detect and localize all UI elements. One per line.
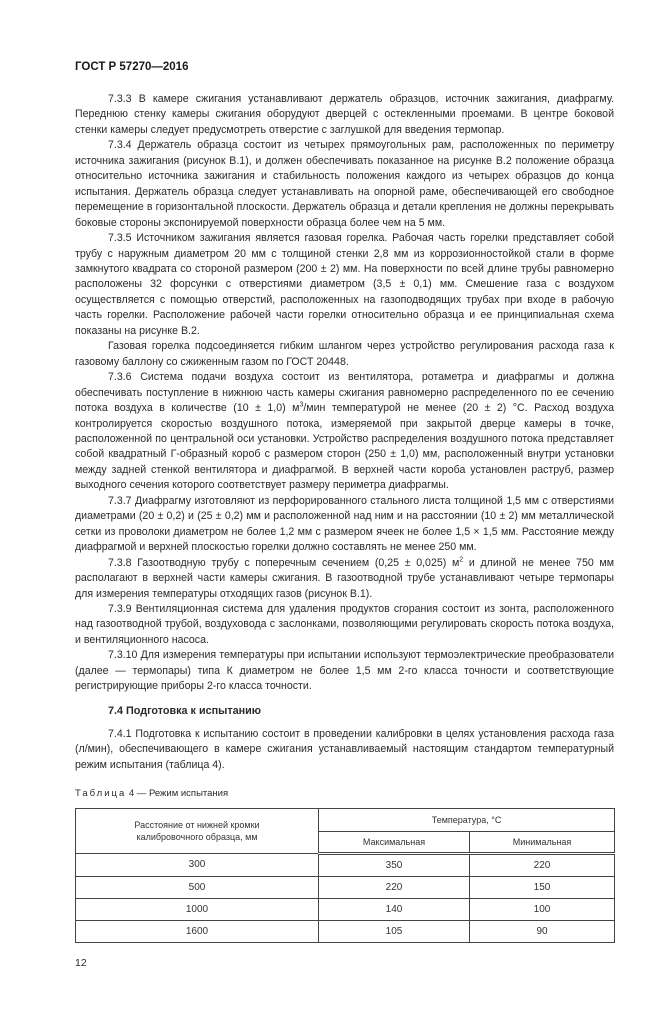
cell: 90 <box>470 921 615 943</box>
paragraph-7-3-7: 7.3.7 Диафрагму изготовляют из перфорированного стального листа толщиной 1,5 мм с отверстиями диаметрами (20 ± 0,2) и (25 ± 0,2) мм и расположенной над ним и на расстоянии (10 ± 2) мм металлической сетки из проволоки диаметром не более 1,2 мм с размером ячеек не более 1,5 × 1,5 мм. Расстояние между диафрагмой и верхней плоскостью горелки должно составлять не менее 250 мм. <box>75 494 614 554</box>
superscript: 3 <box>299 401 304 409</box>
document-body <box>75 92 614 773</box>
section-heading-7-4: 7.4 Подготовка к испытанию <box>108 704 262 717</box>
header-min: Минимальная <box>470 832 615 854</box>
text: и длиной не менее 750 мм располагают в верхней части камеры сжигания. В газоотводной трубе устанавливают четыре термопары для измерения температуры отходящих газов (рисунок В.1). <box>75 556 614 600</box>
cell: 1600 <box>76 921 319 943</box>
paragraph-7-3-10: 7.3.10 Для измерения температуры при испытании используют термоэлектрические преобразователи (далее — термопары) типа К диаметром не более 1,5 мм 2-го класса точности и соответствующие регистрирующие приборы 2-го класса точности. <box>75 649 614 693</box>
cell: 105 <box>319 921 470 943</box>
cell: 220 <box>470 854 615 877</box>
paragraph-7-3-8 <box>75 556 614 602</box>
cell: 300 <box>76 854 319 877</box>
cell: 140 <box>319 899 470 921</box>
text: 7.3.8 Газоотводную трубу с поперечным сечением (0,25 ± 0,025) м <box>108 556 460 569</box>
table-row <box>76 854 615 877</box>
superscript: 2 <box>459 556 464 564</box>
table-row <box>76 899 615 921</box>
paragraph-7-3-5: 7.3.5 Источником зажигания является газовая горелка. Рабочая часть горелки представляет собой трубу с наружным диаметром 20 мм с толщиной стенки 2,8 мм из коррозионностойкой стали в форме замкнутого квадрата со стороной размером (200 ± 2) мм. На поверхности по всей длине трубы равномерно расположены 32 форсунки с отверстиями диаметром (3,5 ± 0,1) мм. Смешение газа с воздухом осуществляется с помощью отверстий, расположенных на газоподводящих трубах при входе в рабочую часть горелки. Расположение рабочей части горелки относительно образца и ее принципиальная схема показаны на рисунке В.2. <box>75 232 614 337</box>
table-row <box>76 921 615 943</box>
table-row <box>76 877 615 899</box>
paragraph-7-3-5-gas: Газовая горелка подсоединяется гибким шлангом через устройство регулирования расхода газа к газовому баллону со сжиженным газом по ГОСТ 20448. <box>75 340 614 368</box>
text: /мин температурой не менее (20 ± 2) °С. Расход воздуха контролируется скоростью воздушного потока, измеряемой при закрытой дверце камеры в точке, расположенной по центральной оси установки. Устройство распределения воздушного потока представляет собой квадратный Г-образный короб с размером сторон (250 ± 1,0) мм, расположенный внутри установки между задней стенкой вентилятора и диафрагмой. В верхней части короба установлен раструб, размер выходного сечения которого соответствует размеру периметра диафрагмы. <box>75 402 614 492</box>
test-mode-table <box>75 808 615 943</box>
page-number: 12 <box>75 957 87 970</box>
cell: 350 <box>319 854 470 877</box>
table-caption <box>75 787 614 800</box>
header-max: Максимальная <box>319 832 470 854</box>
header-temperature: Температура, °С <box>319 809 615 832</box>
caption-title: 4 — Режим испытания <box>126 788 229 800</box>
cell: 500 <box>76 877 319 899</box>
cell: 150 <box>470 877 615 899</box>
text: 7.3.6 Система подачи воздуха состоит из вентилятора, ротаметра и диафрагмы и должна обеспечивать поступление в нижнюю часть камеры сжигания равномерно распределенного по ее сечению потока воздуха в количестве (10 ± 1,0) м <box>75 371 614 415</box>
header-distance: Расстояние от нижней кромки калибровочного образца, мм <box>76 809 319 854</box>
paragraph-7-3-6 <box>75 370 614 494</box>
paragraph-7-3-4: 7.3.4 Держатель образца состоит из четырех прямоугольных рам, расположенных по периметру источника зажигания (рисунок В.1), и должен обеспечивать показанное на рисунке В.2 положение образца относительно источника зажигания и стабильность положения каждого из четырех образцов до конца испытания. Держатель образца следует устанавливать на опорной раме, обеспечивающей его свободное перемещение в горизонтальной плоскости. Держатель образца и детали крепления не должны перекрывать боковые стороны экспонируемой поверхности образца более чем на 5 мм. <box>75 139 614 229</box>
caption-label: Таблица <box>75 788 127 800</box>
paragraph-7-4-1: 7.4.1 Подготовка к испытанию состоит в проведении калибровки в целях установления расхода газа (л/мин), обеспечивающего в камере сжигания устанавливаемый настоящим стандартом температурный режим испытания (таблица 4). <box>75 727 614 771</box>
cell: 100 <box>470 899 615 921</box>
table-header-row <box>76 809 615 832</box>
document-header: ГОСТ Р 57270—2016 <box>75 61 189 73</box>
cell: 1000 <box>76 899 319 921</box>
cell: 220 <box>319 877 470 899</box>
paragraph-7-3-3: 7.3.3 В камере сжигания устанавливают держатель образцов, источник зажигания, диафрагму. Переднюю стенку камеры сжигания оборудуют дверцей с остекленными проемами. В центре боковой стенки камеры следует предусмотреть отверстие с заглушкой для введения термопар. <box>75 93 614 136</box>
paragraph-7-3-9: 7.3.9 Вентиляционная система для удаления продуктов сгорания состоит из зонта, расположенного над газоотводной трубой, воздуховода с заслонками, позволяющими регулировать скорость потока воздуха, и вентиляционного насоса. <box>75 602 614 646</box>
